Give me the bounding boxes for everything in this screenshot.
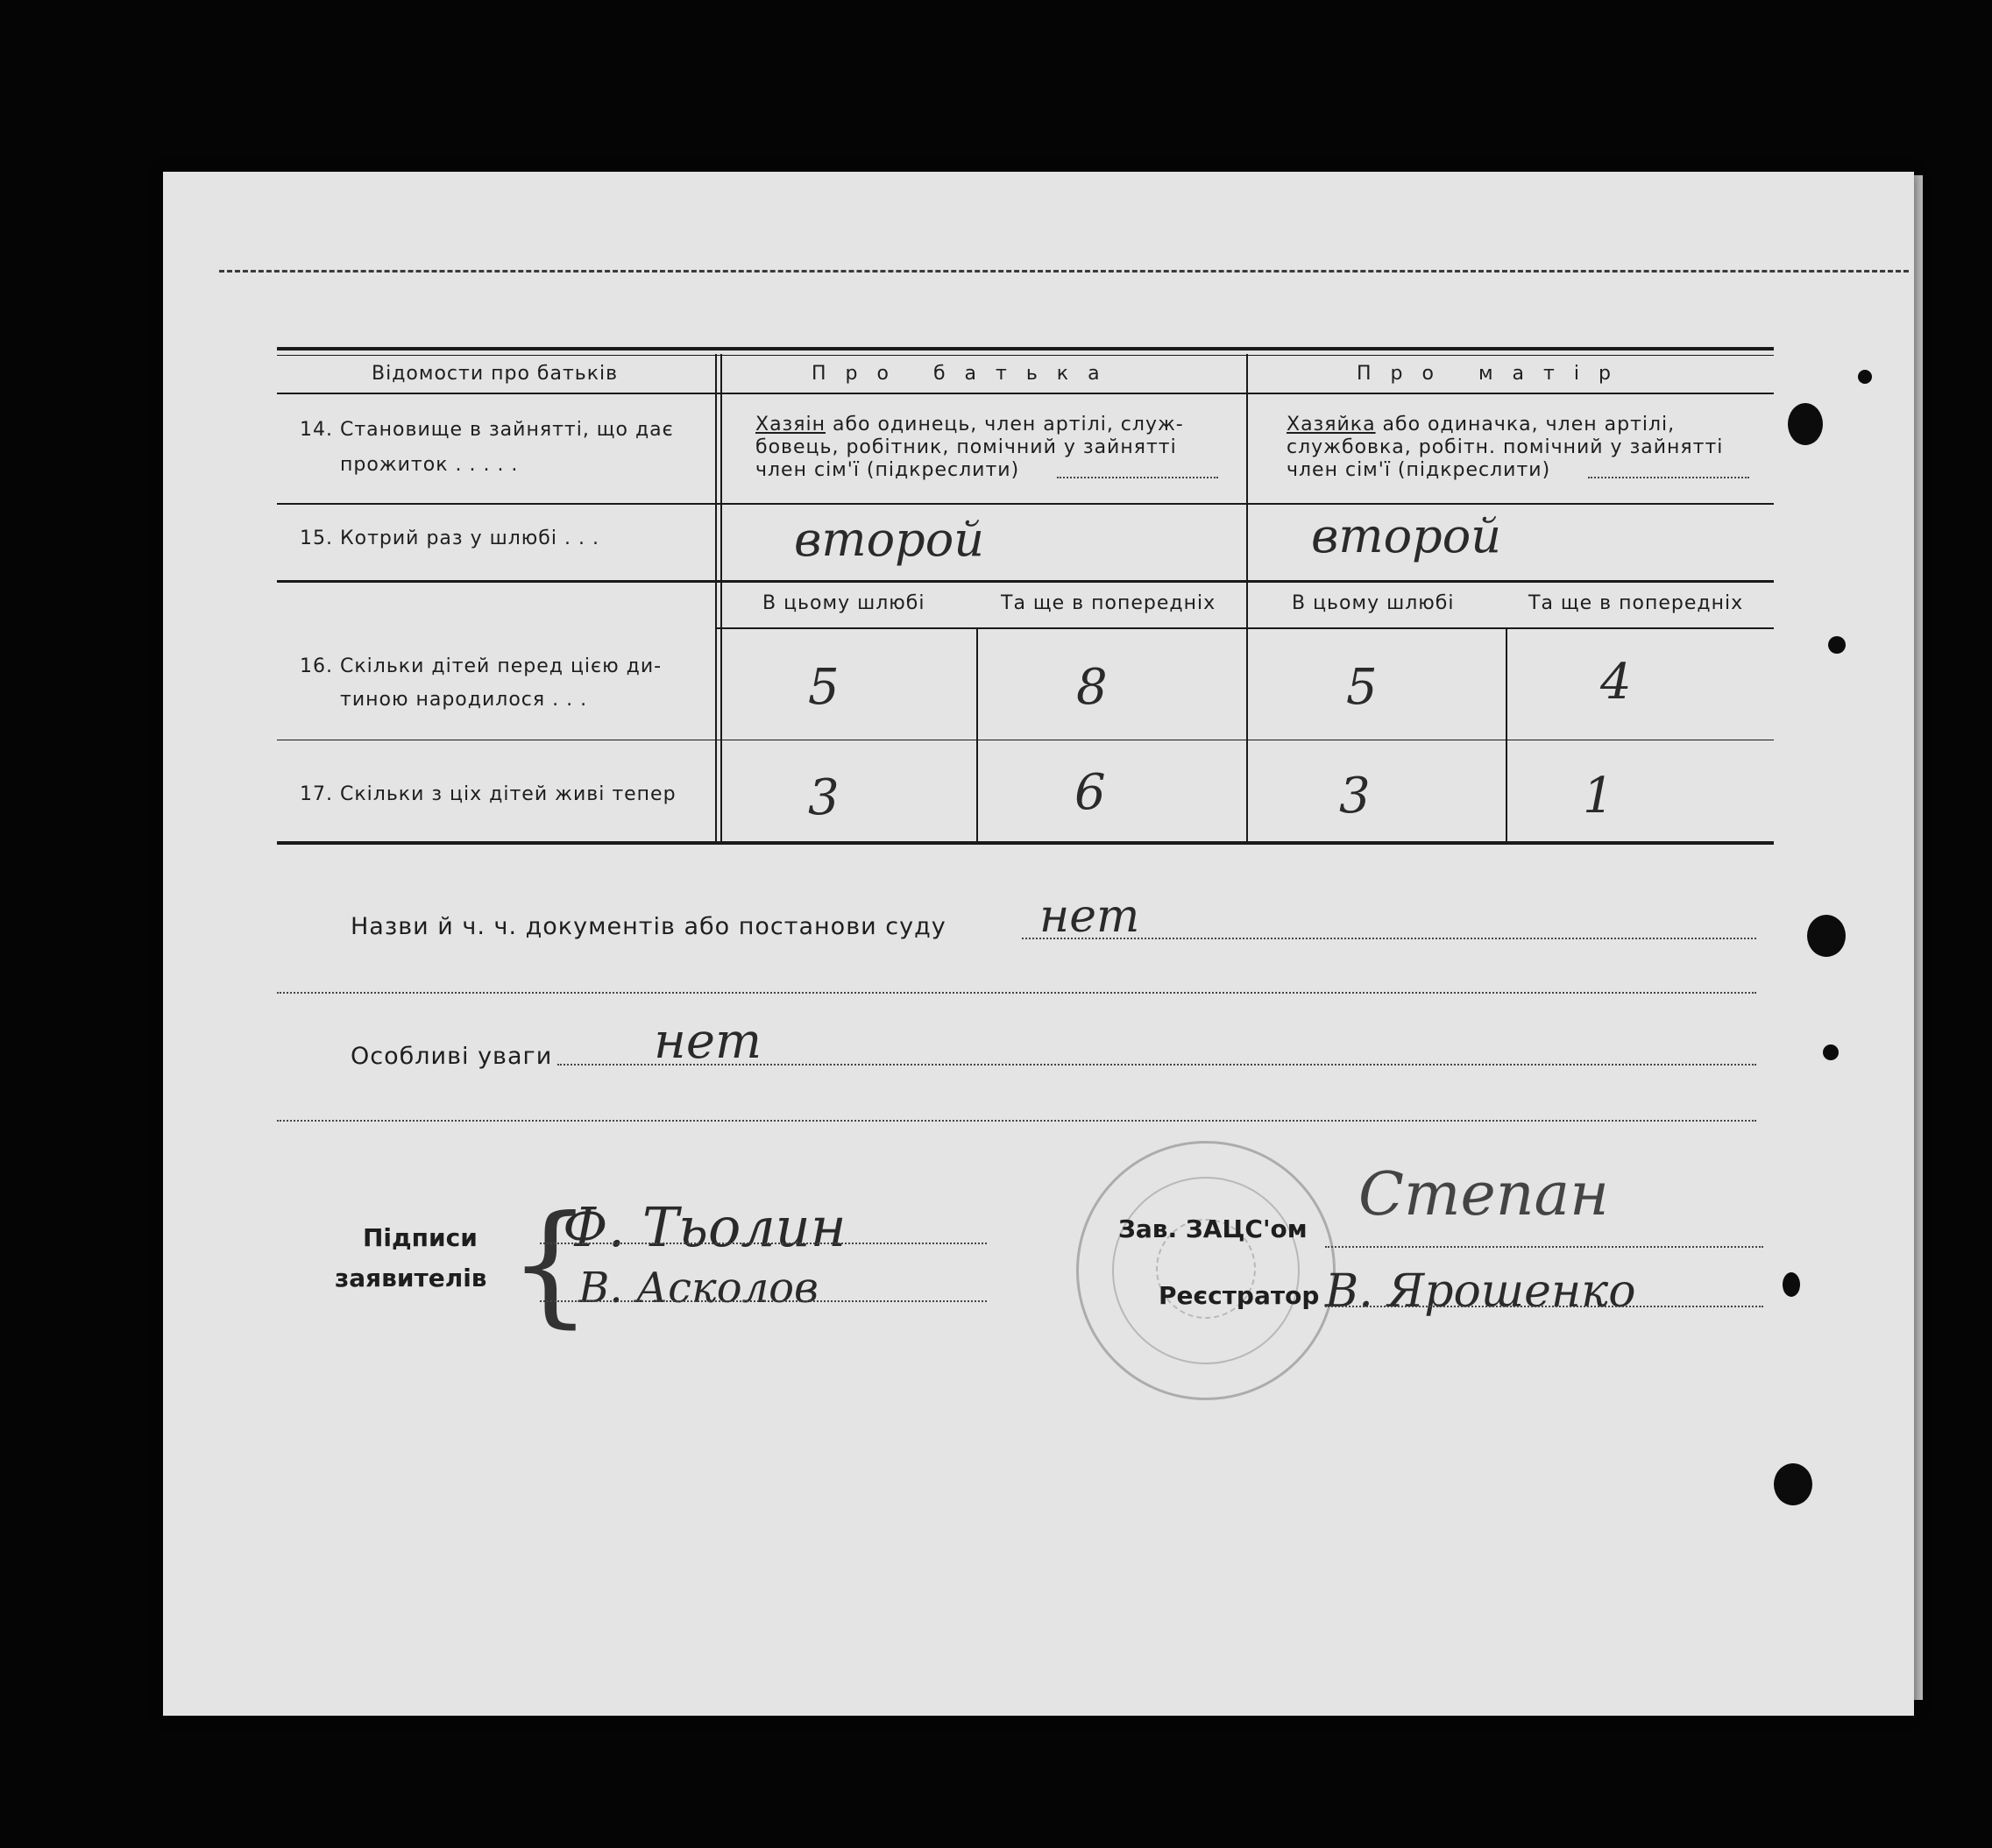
applicant-signature-2: В. Асколов [578, 1264, 819, 1313]
applicant-line-2 [540, 1300, 987, 1302]
table-bottom-rule [277, 841, 1774, 845]
col-divider-1 [715, 354, 717, 843]
row17-father-this: 3 [808, 769, 840, 826]
father-options-text: або одинець, член артілі, служ- [825, 414, 1184, 435]
binder-hole [1788, 403, 1823, 445]
subheader-mother-this: В цьому шлюбі [1292, 592, 1455, 614]
registrar-label: Реєстратор [1159, 1281, 1320, 1310]
subheader-father-this: В цьому шлюбі [762, 592, 925, 614]
row16-father-prev: 8 [1076, 659, 1108, 716]
applicant-line-1 [540, 1243, 987, 1244]
documents-label: Назви й ч. ч. документів або постанови суду [351, 913, 946, 940]
row14-num: 14. [300, 419, 333, 441]
row17-label: Скільки з ціх дітей живі тепер [340, 783, 677, 805]
registrar-signature: В. Ярошенко [1325, 1265, 1636, 1318]
document-page [163, 172, 1914, 1716]
row16-num: 16. [300, 655, 333, 677]
tear-line [219, 270, 1909, 273]
registrar-line [1325, 1306, 1763, 1307]
documents-value: нет [1039, 890, 1140, 943]
brace: { [508, 1188, 592, 1341]
row15-father-value: второй [794, 512, 985, 567]
remarks-dotted-2 [277, 1120, 1756, 1122]
subheader-mother-prev: Та ще в попередніх [1528, 592, 1744, 614]
binder-hole [1807, 915, 1846, 957]
underlined-option: Хазяйка [1287, 414, 1376, 435]
binder-hole-small [1783, 1272, 1800, 1297]
header-rule [277, 393, 1774, 394]
table-top-rule [277, 347, 1774, 350]
row17-num: 17. [300, 783, 333, 805]
row14-label-line1: Становище в зайнятті, що дає [340, 419, 674, 441]
binder-hole [1774, 1463, 1812, 1505]
row14-father-dotted [1057, 477, 1218, 478]
row14-father-line3: член сім'ї (підкреслити) [755, 459, 1020, 481]
header-father: Про батька [812, 363, 1119, 385]
row16-mother-this: 5 [1346, 659, 1378, 716]
official-stamp [1076, 1141, 1336, 1400]
applicants-label-2: заявителів [335, 1264, 487, 1292]
col-divider-4 [1506, 627, 1507, 843]
row14-label-line2: прожиток . . . . . [340, 454, 519, 476]
row14-mother-line1 [1287, 414, 1675, 435]
row14-mother-line3: член сім'ї (підкреслити) [1287, 459, 1551, 481]
documents-dotted-2 [277, 992, 1756, 994]
remarks-dotted-1 [557, 1064, 1756, 1066]
header-mother: Про матір [1357, 363, 1630, 385]
mother-options-text: або одиначка, член артілі, [1375, 414, 1676, 435]
row17-father-prev: 6 [1074, 764, 1106, 821]
head-signature: Степан [1358, 1160, 1609, 1229]
row17-mother-this: 3 [1339, 768, 1371, 825]
row15-num: 15. [300, 527, 333, 549]
row15-label: Котрий раз у шлюбі . . . [340, 527, 599, 549]
binder-hole-small [1828, 636, 1846, 654]
remarks-value: нет [654, 1013, 762, 1070]
subheader-father-prev: Та ще в попередніх [1001, 592, 1216, 614]
row16-label-line2: тиною народилося . . . [340, 689, 588, 711]
binder-hole-small [1823, 1044, 1839, 1060]
row17-mother-prev: 1 [1583, 768, 1614, 825]
row15-rule [277, 580, 1774, 583]
row16-mother-prev: 4 [1600, 654, 1632, 711]
row14-mother-line2: службовка, робітн. помічний у зайнятті [1287, 436, 1724, 458]
head-line [1325, 1246, 1763, 1248]
row14-rule [277, 503, 1774, 505]
col-divider-3 [1246, 354, 1248, 843]
remarks-label: Особливі уваги [351, 1043, 553, 1070]
col-divider-2 [976, 627, 978, 843]
row16-father-this: 5 [808, 659, 840, 716]
row14-father-line2: бовець, робітник, помічний у зайнятті [755, 436, 1177, 458]
header-col-label: Відомости про батьків [372, 363, 619, 385]
head-label: Зав. ЗАЦС'ом [1118, 1214, 1308, 1243]
row14-father-line1 [755, 414, 1184, 435]
row16-label-line1: Скільки дітей перед цією ди- [340, 655, 663, 677]
row15-mother-value: второй [1311, 508, 1502, 563]
binder-hole-small [1858, 370, 1872, 384]
row14-mother-dotted [1588, 477, 1749, 478]
documents-dotted-1 [1022, 938, 1756, 939]
underlined-option: Хазяін [755, 414, 826, 435]
col-divider-1b [720, 354, 722, 843]
subheader-rule [715, 627, 1774, 629]
applicants-label-1: Підписи [363, 1223, 478, 1252]
applicant-signature-1: Ф. Тьолин [563, 1195, 847, 1259]
table-top-rule-2 [277, 355, 1774, 356]
